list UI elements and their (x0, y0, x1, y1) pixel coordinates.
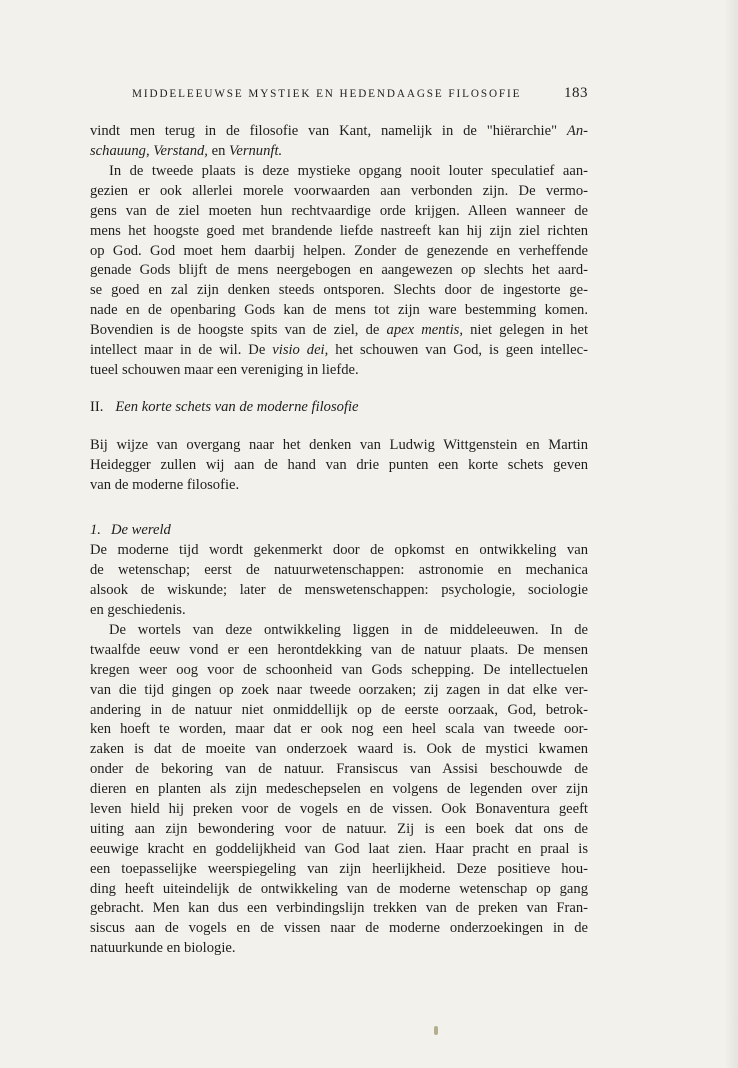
text-line (90, 301, 588, 321)
subsection-heading (90, 522, 171, 539)
text-segment: kregen weer oog voor de schoonheid van Gods schepping. De intellectuelen (90, 661, 588, 678)
text-segment: de wetenschap; eerst de natuurwetenschappen: astronomie en mechanica (90, 561, 588, 578)
text-line (90, 760, 588, 780)
text-segment: intellect maar in de wil. De (90, 342, 273, 359)
text-segment: In de tweede plaats is deze mystieke opgang nooit louter speculatief aan- (109, 163, 588, 179)
text-line (90, 456, 588, 476)
page-edge-shadow (724, 0, 738, 1068)
text-line (90, 182, 588, 202)
text-segment: eeuwige kracht en goddelijkheid van God laat zien. Haar pracht en praal is (90, 840, 588, 857)
text-line (90, 701, 588, 721)
text-segment: alsook de wiskunde; later de menswetenschappen: psychologie, sociologie (90, 581, 588, 598)
text-line (90, 641, 588, 661)
text-segment: schauung, Verstand, (90, 142, 208, 159)
text-segment: mens het hoogste goed met brandende liefde nastreeft kan hij zijn ziel richten (90, 222, 588, 239)
text-segment: van de moderne filosofie. (90, 476, 240, 493)
subsection-number: 1. (90, 522, 101, 538)
text-segment: De wortels van deze ontwikkeling liggen in de middeleeuwen. In de (109, 622, 588, 638)
section-heading (90, 399, 359, 416)
running-head (132, 85, 592, 101)
text-segment: niet gelegen in het (462, 322, 588, 339)
text-line (90, 919, 588, 939)
text-segment: apex mentis, (386, 322, 463, 339)
text-line (90, 321, 588, 341)
text-line (90, 476, 588, 496)
text-line (90, 361, 588, 381)
text-line (90, 621, 588, 641)
text-segment: An- (566, 123, 588, 139)
ink-speck (434, 1026, 438, 1035)
text-segment: visio dei, (272, 342, 329, 359)
text-segment: uiting aan zijn bewondering voor de natuur. Zij is een boek dat ons de (90, 820, 588, 837)
text-line (90, 581, 588, 601)
text-line (90, 341, 588, 361)
paragraph-introduction (90, 436, 588, 496)
text-segment: zaken is dat de moeite van onderzoek waard is. Ook de mystici kwamen (90, 741, 588, 758)
text-segment: op God. God moet hem daarbij helpen. Zonder de genezende en verheffende (90, 242, 588, 259)
text-line (90, 720, 588, 740)
text-segment: andering in de natuur niet onmiddellijk op de eerste oorzaak, God, betrok- (90, 701, 588, 718)
text-segment: van die tijd gingen op zoek naar tweede oorzaken; zij zagen in dat elke ver- (90, 681, 588, 698)
text-line (90, 142, 588, 162)
paragraph-roots (90, 621, 588, 959)
text-segment: en geschiedenis. (90, 601, 186, 618)
text-line (90, 281, 588, 301)
text-segment: leven hield hij preken voor de vogels en de vissen. Ook Bonaventura geeft (90, 801, 588, 818)
section-title: Een korte schets van de moderne filosofie (115, 399, 359, 415)
page-number: 183 (564, 85, 588, 101)
text-segment: twaalfde eeuw vond er een herontdekking van de natuur plaats. De mensen (90, 641, 588, 658)
text-segment: Vernunft. (229, 142, 283, 159)
text-segment: gebracht. Men kan dus een verbindingslijn trekken van de preken van Fran- (90, 900, 588, 917)
paragraph-moral-conditions (90, 162, 588, 381)
text-line (90, 840, 588, 860)
text-segment: De moderne tijd wordt gekenmerkt door de opkomst en ontwikkeling van (90, 542, 588, 558)
text-segment: een toepasselijke weerspiegeling van zijn heerlijkheid. Deze positieve hou- (90, 860, 588, 877)
text-segment: gens van de ziel moeten hun rechtvaardige orde krijgen. Alleen wanneer de (90, 202, 588, 219)
text-line (90, 780, 588, 800)
text-segment: siscus aan de vogels en de vissen naar de moderne onderzoekingen in de (90, 920, 588, 937)
text-segment: het schouwen van God, is geen intellec- (328, 342, 588, 359)
text-segment: ken hoeft te worden, maar dat er ook nog een heel scala van tweede oor- (90, 721, 588, 738)
text-segment: natuurkunde en biologie. (90, 940, 236, 957)
text-line (90, 899, 588, 919)
section-number: II. (90, 399, 104, 415)
text-segment: en (207, 142, 230, 159)
subsection-title: De wereld (110, 522, 171, 538)
text-line (90, 202, 588, 222)
text-segment: vindt men terug in de filosofie van Kant, namelijk in de "hiërarchie" (90, 123, 567, 139)
text-segment: gezien er ook allerlei morele voorwaarden aan verbonden zijn. De vermo- (90, 182, 588, 199)
text-line (90, 800, 588, 820)
paragraph-modern-time (90, 541, 588, 621)
text-segment: se goed en zal zijn denken steeds ontsporen. Slechts door de ingestorte ge- (90, 282, 588, 299)
text-line (90, 242, 588, 262)
text-line (90, 601, 588, 621)
text-line (90, 661, 588, 681)
text-segment: Bij wijze van overgang naar het denken van Ludwig Wittgenstein en Martin (90, 437, 588, 453)
text-segment: genade Gods blijft de mens neergebogen en aangewezen op slechts het aard- (90, 262, 588, 279)
text-segment: Heidegger zullen wij aan de hand van drie punten een korte schets geven (90, 456, 588, 473)
text-line (90, 122, 588, 142)
text-segment: onder de bekoring van de natuur. Fransiscus van Assisi beschouwde de (90, 761, 588, 778)
text-segment: dieren en planten als zijn medeschepselen en volgens de legenden over zijn (90, 781, 588, 798)
paragraph-continuation (90, 122, 588, 162)
text-line (90, 681, 588, 701)
text-segment: Bovendien is de hoogste spits van de ziel, de (90, 322, 387, 339)
text-line (90, 162, 588, 182)
running-head-title: MIDDELEEUWSE MYSTIEK EN HEDENDAAGSE FILOSOFIE (132, 88, 522, 100)
text-line (90, 541, 588, 561)
text-segment: ding heeft uiteindelijk de ontwikkeling van de moderne wetenschap op gang (90, 880, 588, 897)
text-segment: nade en de openbaring Gods kan de mens tot zijn ware bestemming komen. (90, 302, 588, 319)
text-line (90, 436, 588, 456)
text-line (90, 939, 588, 959)
text-line (90, 860, 588, 880)
text-line (90, 261, 588, 281)
text-line (90, 222, 588, 242)
text-line (90, 820, 588, 840)
text-line (90, 740, 588, 760)
text-line (90, 561, 588, 581)
text-segment: tueel schouwen maar een vereniging in liefde. (90, 361, 359, 378)
text-line (90, 880, 588, 900)
